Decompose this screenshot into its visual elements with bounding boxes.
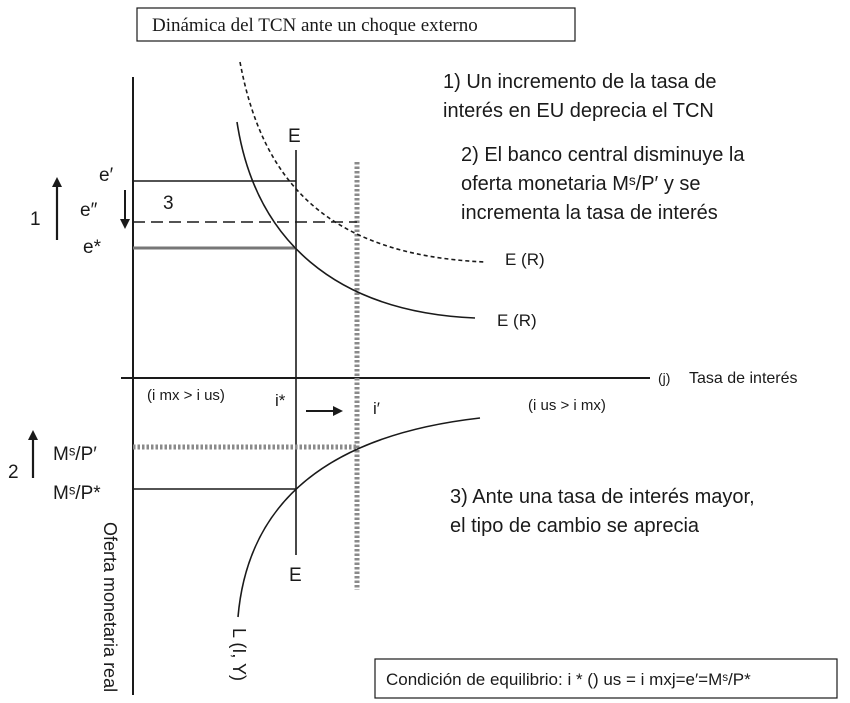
e-double-prime-label: e″ — [80, 200, 98, 221]
step3-line-1: 3) Ante una tasa de interés mayor, — [450, 486, 755, 508]
step-number-3: 3 — [163, 193, 174, 214]
step1-line-1: 1) Un incremento de la tasa de — [443, 71, 717, 93]
step2-text — [461, 144, 745, 224]
er-solid-label: E (R) — [497, 311, 537, 330]
step-number-2: 2 — [8, 462, 19, 483]
e-star-label: e* — [83, 237, 101, 258]
step2-line-2: oferta monetaria Mˢ/P′ y se — [461, 173, 701, 195]
step3-line-2: el tipo de cambio se aprecia — [450, 515, 700, 537]
step1-line-2: interés en EU deprecia el TCN — [443, 100, 714, 122]
ms-p-star-label: Mˢ/P* — [53, 483, 101, 504]
ms-p-prime-label: Mˢ/P′ — [53, 444, 97, 465]
axis-j-label: (j) — [658, 370, 671, 386]
i-star-label: i* — [275, 391, 286, 410]
i-us-gt-mx-label: (i us > i mx) — [528, 397, 606, 414]
i-mx-gt-us-label: (i mx > i us) — [147, 387, 225, 404]
e-prime-label: e′ — [99, 165, 114, 186]
e-top-label: E — [288, 126, 301, 147]
step2-line-1: 2) El banco central disminuye la — [461, 144, 745, 166]
l-curve-label: L (I, Y) — [229, 628, 249, 682]
i-prime-label: i′ — [373, 399, 380, 418]
diagram-title: Dinámica del TCN ante un choque externo — [152, 15, 478, 36]
axis-rate-label: Tasa de interés — [689, 370, 798, 387]
step1-text — [443, 71, 717, 122]
e-bottom-label: E — [289, 565, 302, 586]
equilibrium-condition: Condición de equilibrio: i * () us = i mxj=e′=Mˢ/P* — [386, 670, 751, 689]
step2-line-3: incrementa la tasa de interés — [461, 202, 718, 224]
y-axis-bottom-label: Oferta monetaria real — [100, 522, 120, 693]
er-dashed-label: E (R) — [505, 250, 545, 269]
step3-text — [450, 486, 755, 537]
step-number-1: 1 — [30, 209, 41, 230]
